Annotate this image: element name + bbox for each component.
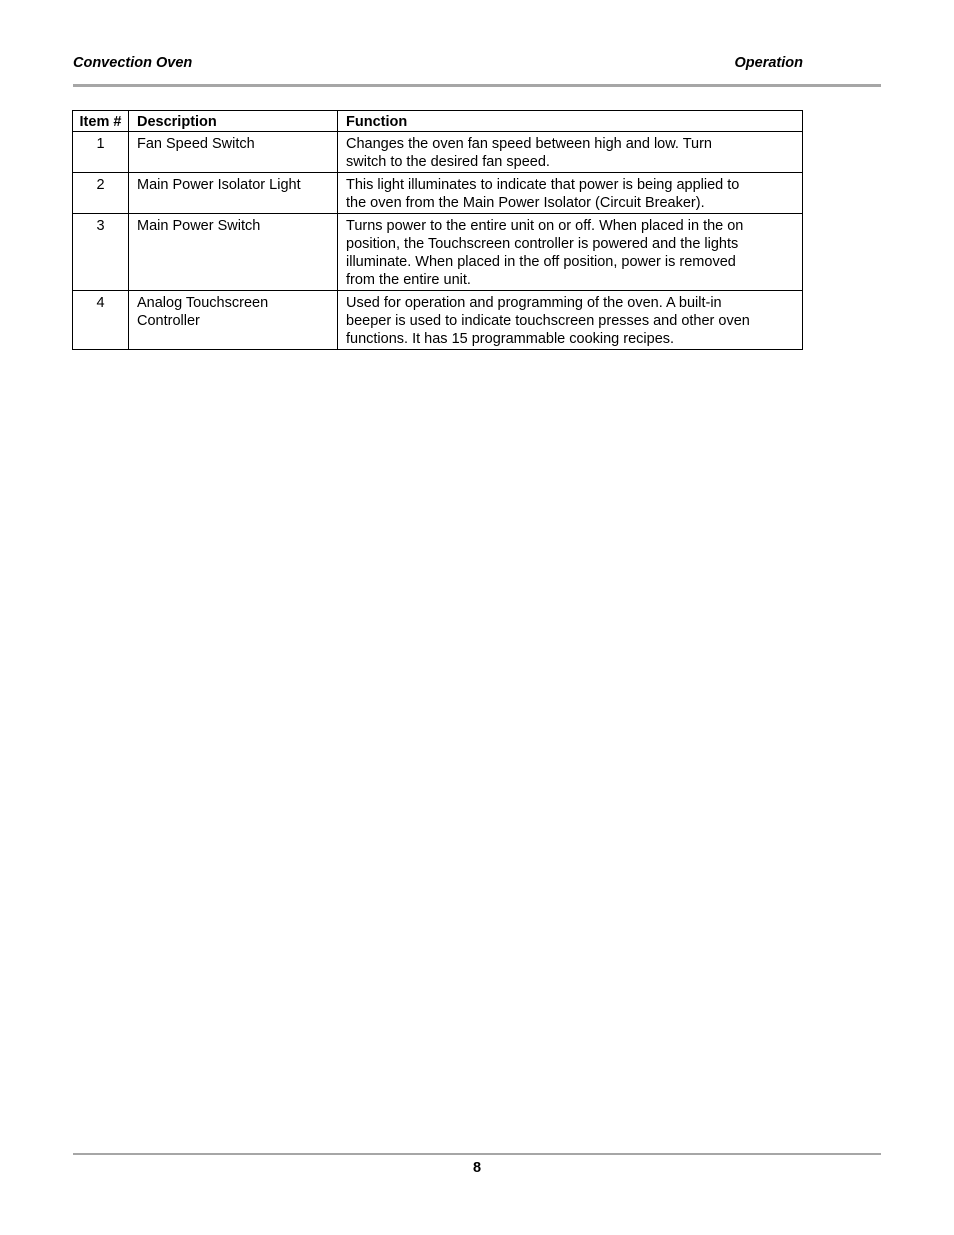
- item-description: Main Power Switch: [129, 214, 338, 291]
- page-header: [73, 55, 803, 75]
- function-line: Turns power to the entire unit on or off. When placed in the on: [346, 218, 744, 234]
- item-description: Fan Speed Switch: [129, 132, 338, 173]
- column-header-item: Item #: [73, 111, 129, 132]
- function-line: the oven from the Main Power Isolator (Circuit Breaker).: [346, 195, 705, 211]
- column-header-description: Description: [129, 111, 338, 132]
- function-line: Used for operation and programming of the oven. A built-in: [346, 295, 722, 311]
- table-row: [73, 173, 803, 214]
- item-function: [338, 291, 803, 350]
- function-line: illuminate. When placed in the off position, power is removed: [346, 254, 736, 270]
- component-table: [72, 110, 803, 350]
- document-title: Convection Oven: [73, 55, 193, 71]
- table-row: [73, 132, 803, 173]
- item-number: 2: [73, 173, 129, 214]
- item-description: Main Power Isolator Light: [129, 173, 338, 214]
- function-line: This light illuminates to indicate that power is being applied to: [346, 177, 740, 193]
- page-number: 8: [472, 1160, 482, 1176]
- item-function: [338, 132, 803, 173]
- table-row: [73, 214, 803, 291]
- item-number: 1: [73, 132, 129, 173]
- function-line: functions. It has 15 programmable cooking recipes.: [346, 331, 675, 347]
- footer-divider: [73, 1153, 881, 1155]
- function-line: switch to the desired fan speed.: [346, 154, 550, 170]
- function-line: beeper is used to indicate touchscreen presses and other oven: [346, 313, 750, 329]
- item-function: [338, 173, 803, 214]
- function-line: position, the Touchscreen controller is powered and the lights: [346, 236, 739, 252]
- function-line: from the entire unit.: [346, 272, 471, 288]
- item-function: [338, 214, 803, 291]
- section-title: Operation: [734, 55, 803, 71]
- table-header-row: [73, 111, 803, 132]
- table-row: [73, 291, 803, 350]
- column-header-function: Function: [338, 111, 803, 132]
- item-number: 4: [73, 291, 129, 350]
- description-line: Analog Touchscreen: [137, 295, 269, 311]
- description-line: Controller: [137, 313, 200, 329]
- item-description: [129, 291, 338, 350]
- function-line: Changes the oven fan speed between high and low. Turn: [346, 136, 712, 152]
- item-number: 3: [73, 214, 129, 291]
- header-divider: [73, 84, 881, 87]
